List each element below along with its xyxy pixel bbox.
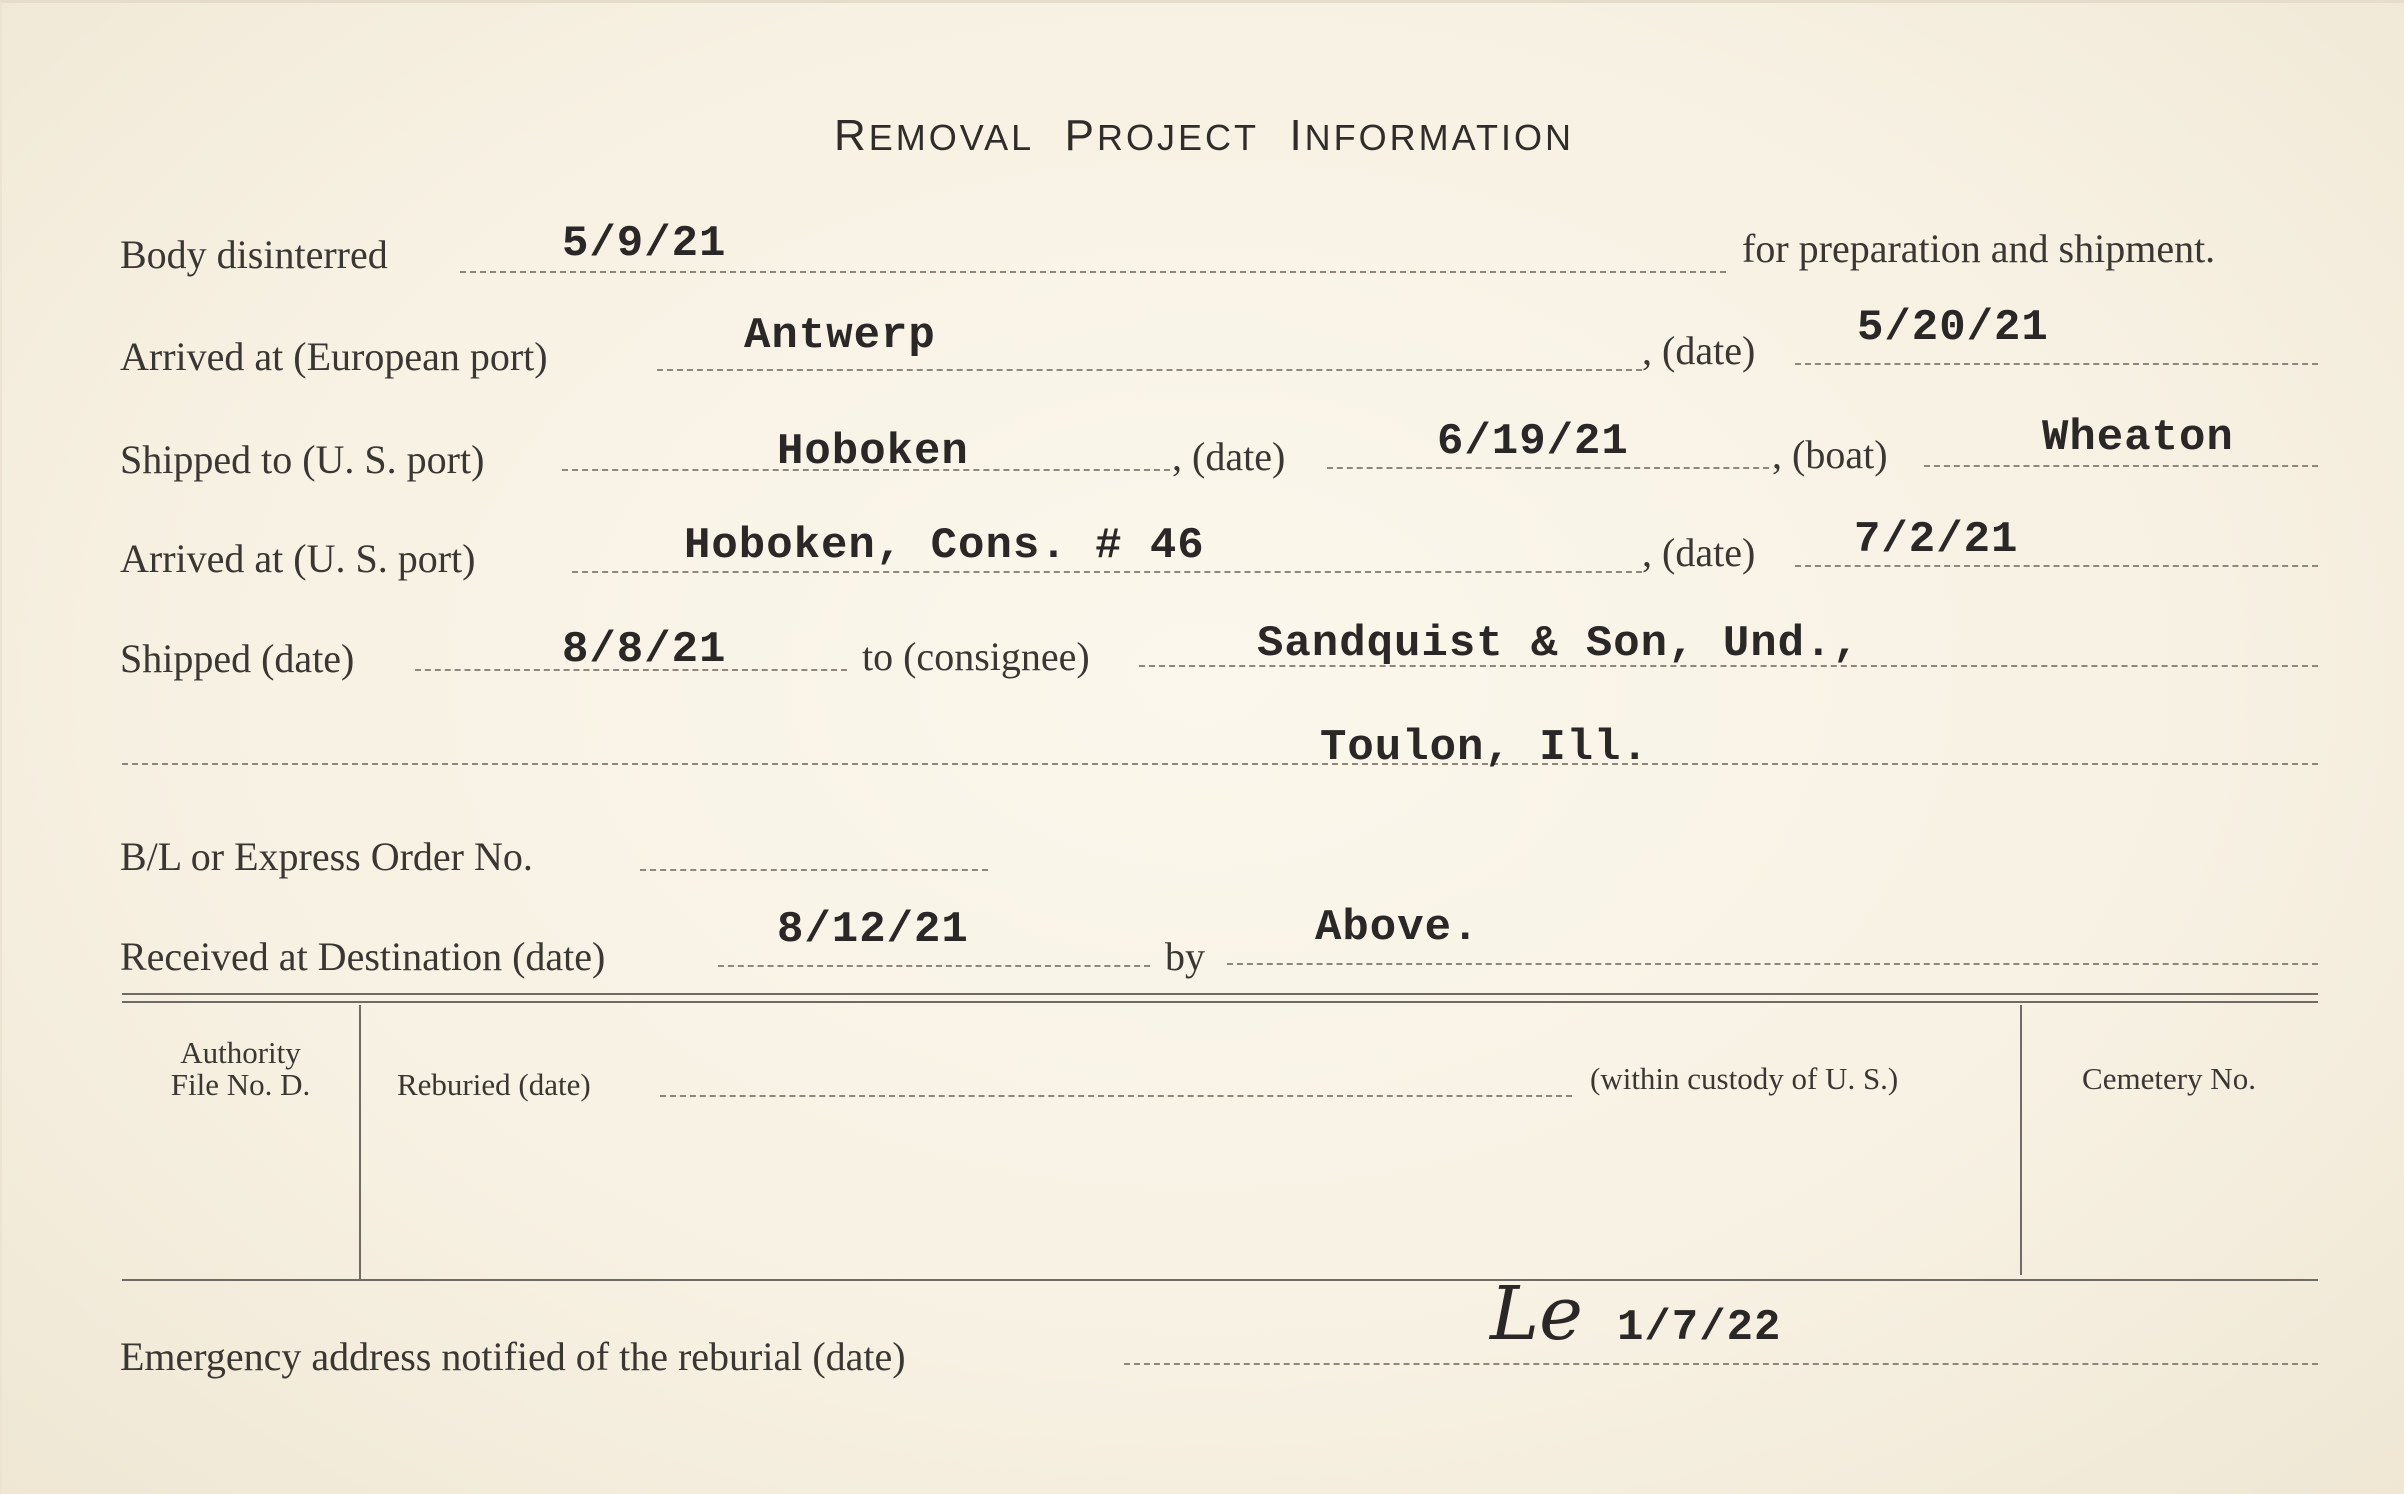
arrived-us-date-label: , (date) [1642, 530, 1756, 575]
shipped-us-boat: Wheaton [2042, 413, 2234, 463]
custody-label: (within custody of U. S.) [1590, 1061, 1899, 1096]
arrived-us-port-line [572, 571, 1642, 573]
consignee-line1: Sandquist & Son, Und., [1257, 619, 1860, 669]
authority-line1: Authority [180, 1035, 301, 1070]
shipped-date-label: Shipped (date) [120, 636, 355, 681]
arrived-us-label: Arrived at (U. S. port) [120, 536, 476, 581]
arrived-european-date-line [1795, 363, 2318, 365]
consignee-line2: Toulon, Ill. [1320, 723, 1649, 773]
card-title [2, 111, 2404, 161]
bl-order-label: B/L or Express Order No. [120, 834, 533, 879]
cemetery-no-label: Cemetery No. [2082, 1061, 2256, 1096]
shipped-us-date: 6/19/21 [1437, 417, 1629, 467]
box-divider-left [359, 1005, 361, 1281]
bl-order-line [640, 869, 988, 871]
arrived-european-label: Arrived at (European port) [120, 334, 548, 379]
shipped-us-label: Shipped to (U. S. port) [120, 437, 485, 482]
arrived-us-port: Hoboken, Cons. # 46 [684, 521, 1205, 571]
received-by-label: by [1165, 934, 1205, 979]
arrived-european-port-line [657, 369, 1642, 371]
arrived-us-date-line [1795, 565, 2318, 567]
emergency-date: 1/7/22 [1617, 1303, 1782, 1353]
authority-file-label [122, 1037, 359, 1101]
box-bottom-rule [122, 1279, 2318, 1281]
received-label: Received at Destination (date) [120, 934, 606, 979]
arrived-european-port: Antwerp [744, 311, 936, 361]
title-initial: P [1064, 111, 1097, 160]
emergency-label: Emergency address notified of the reburial (date) [120, 1334, 906, 1379]
body-disinterred-label: Body disinterred [120, 232, 388, 277]
authority-line2: File No. D. [170, 1067, 311, 1102]
body-disinterred-line [460, 271, 1726, 273]
received-by: Above. [1315, 903, 1480, 953]
shipped-us-port: Hoboken [777, 427, 969, 477]
shipped-us-boat-line [1924, 465, 2318, 467]
title-word: ROJECT [1096, 117, 1259, 158]
title-word: EMOVAL [868, 117, 1035, 158]
emergency-initial-signature: Le [1490, 1271, 1583, 1357]
title-initial: R [834, 111, 869, 160]
box-top-rule [122, 993, 2318, 995]
body-disinterred-suffix: for preparation and shipment. [1742, 226, 2216, 271]
received-date: 8/12/21 [777, 905, 969, 955]
emergency-line [1124, 1363, 2318, 1365]
received-date-line [718, 965, 1150, 967]
title-initial: I [1289, 111, 1305, 160]
arrived-us-date: 7/2/21 [1854, 515, 2019, 565]
reburied-line [660, 1095, 1572, 1097]
received-by-line [1227, 963, 2318, 965]
body-disinterred-value: 5/9/21 [562, 219, 727, 269]
arrived-european-date-label: , (date) [1642, 328, 1756, 373]
shipped-us-boat-label: , (boat) [1772, 432, 1888, 477]
shipped-us-date-label: , (date) [1172, 434, 1286, 479]
shipped-date-value: 8/8/21 [562, 625, 727, 675]
arrived-european-date: 5/20/21 [1857, 303, 2049, 353]
shipped-us-date-line [1327, 467, 1769, 469]
reburied-label: Reburied (date) [397, 1067, 591, 1102]
consignee-continuation-line [122, 763, 2318, 765]
consignee-label: to (consignee) [862, 634, 1090, 679]
title-word: NFORMATION [1304, 117, 1574, 158]
box-divider-right [2020, 1005, 2022, 1275]
box-top-rule-inner [122, 1001, 2318, 1003]
